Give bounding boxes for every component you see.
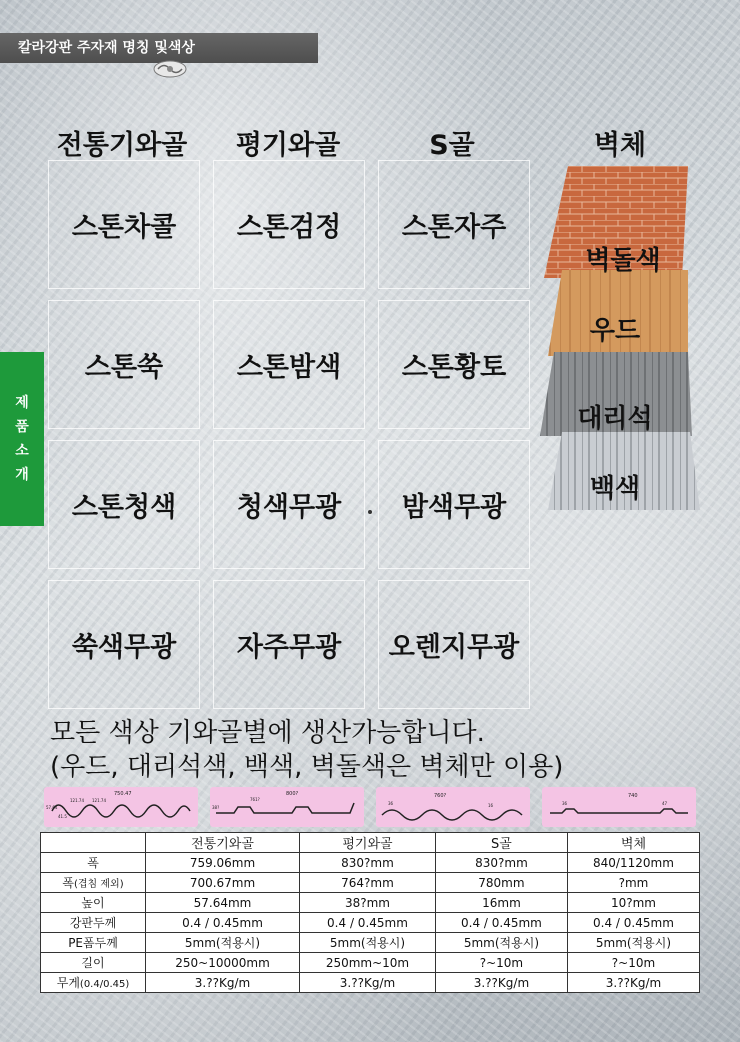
row-label: 무게(0.4/0.45) [41, 973, 146, 993]
table-cell: ?mm [567, 873, 699, 893]
table-cell: 5mm(적용시) [300, 933, 436, 953]
profile-label: 121.74 [70, 798, 84, 803]
side-tab-char: 제 [15, 395, 29, 411]
color-tile: 자주무광 [213, 580, 365, 709]
table-cell: 0.4 / 0.45mm [300, 913, 436, 933]
product-intro-tab[interactable] [0, 352, 44, 526]
table-header-row [41, 833, 700, 853]
column-header-traditional: 전통기와골 [56, 130, 188, 161]
column-header-flat: 평기와골 [235, 130, 341, 161]
table-row [41, 973, 700, 993]
note-line: (우드, 대리석색, 백색, 벽돌색은 벽체만 이용) [50, 752, 564, 782]
row-label: 길이 [41, 953, 146, 973]
wall-panel-label: 우드 [589, 316, 641, 346]
table-cell: ?~10m [435, 953, 567, 973]
table-cell: 3.??Kg/m [300, 973, 436, 993]
table-row [41, 913, 700, 933]
table-cell: 5mm(적용시) [567, 933, 699, 953]
color-tile: 밤색무광 [378, 440, 530, 569]
bullet-dot [368, 510, 372, 514]
table-cell: 759.06mm [146, 853, 300, 873]
ornament-icon [148, 58, 192, 80]
table-cell: ?~10m [567, 953, 699, 973]
row-label: 폭 [41, 853, 146, 873]
color-tile: 오렌지무광 [378, 580, 530, 709]
table-cell: 830?mm [435, 853, 567, 873]
table-header-cell: 벽체 [567, 833, 699, 853]
profile-s [376, 787, 530, 827]
color-tile: 스톤차콜 [48, 160, 200, 289]
table-cell: 3.??Kg/m [567, 973, 699, 993]
profile-label: 36 [562, 801, 568, 806]
table-cell: 16mm [435, 893, 567, 913]
profile-label: 740 [628, 793, 638, 799]
profile-label: 800? [286, 791, 299, 797]
wall-panel-label: 백색 [589, 474, 641, 504]
table-cell: 0.4 / 0.45mm [567, 913, 699, 933]
table-cell: 250mm~10m [300, 953, 436, 973]
profile-label: 16 [488, 803, 494, 808]
color-tile: 스톤황토 [378, 300, 530, 429]
profile-flat [210, 787, 364, 827]
color-tile: 쑥색무광 [48, 580, 200, 709]
table-cell: 780mm [435, 873, 567, 893]
color-tile: 스톤청색 [48, 440, 200, 569]
table-header-cell: S골 [435, 833, 567, 853]
side-tab-char: 품 [15, 419, 29, 435]
color-tile: 스톤밤색 [213, 300, 365, 429]
profile-label: 121.74 [92, 798, 106, 803]
profile-label: 760? [434, 793, 447, 799]
profile-label: 41.5 [58, 814, 67, 819]
profile-label: 750.47 [114, 791, 132, 797]
spec-table [40, 832, 700, 993]
column-header-wall: 벽체 [593, 130, 647, 161]
table-cell: 57.64mm [146, 893, 300, 913]
table-cell: 5mm(적용시) [146, 933, 300, 953]
table-row [41, 953, 700, 973]
row-label: 높이 [41, 893, 146, 913]
table-row [41, 873, 700, 893]
wall-panel-label: 대리석 [577, 404, 653, 434]
wall-panel-label: 벽돌색 [585, 246, 661, 276]
color-tile: 스톤쑥 [48, 300, 200, 429]
profile-label: 38? [212, 805, 220, 810]
table-row [41, 853, 700, 873]
table-cell: 764?mm [300, 873, 436, 893]
table-cell: 700.67mm [146, 873, 300, 893]
table-row [41, 933, 700, 953]
section-title: 칼라강판 주자재 명칭 및색상 [18, 40, 195, 56]
table-cell: 3.??Kg/m [146, 973, 300, 993]
side-tab-char: 소 [15, 443, 29, 459]
table-cell: 10?mm [567, 893, 699, 913]
table-cell: 3.??Kg/m [435, 973, 567, 993]
profile-label: 761? [250, 797, 260, 802]
table-cell: 250~10000mm [146, 953, 300, 973]
table-cell: 840/1120mm [567, 853, 699, 873]
table-cell: 5mm(적용시) [435, 933, 567, 953]
profile-traditional [44, 787, 198, 827]
profile-label: 36 [388, 801, 394, 806]
color-tile: 청색무광 [213, 440, 365, 569]
row-label: PE폼두께 [41, 933, 146, 953]
table-cell: 830?mm [300, 853, 436, 873]
column-header-s: S골 [429, 130, 475, 161]
table-row [41, 893, 700, 913]
profile-label: 57.64 [46, 805, 58, 810]
row-label: 폭(겹침 제외) [41, 873, 146, 893]
color-tile: 스톤검정 [213, 160, 365, 289]
note-line: 모든 색상 기와골별에 생산가능합니다. [50, 718, 485, 748]
table-header-cell [41, 833, 146, 853]
table-cell: 0.4 / 0.45mm [146, 913, 300, 933]
side-tab-char: 개 [15, 467, 29, 483]
table-cell: 0.4 / 0.45mm [435, 913, 567, 933]
table-cell: 38?mm [300, 893, 436, 913]
profile-wall [542, 787, 696, 827]
color-tile: 스톤자주 [378, 160, 530, 289]
table-header-cell: 전통기와골 [146, 833, 300, 853]
profile-label: 47 [662, 801, 668, 806]
row-label: 강판두께 [41, 913, 146, 933]
table-header-cell: 평기와골 [300, 833, 436, 853]
